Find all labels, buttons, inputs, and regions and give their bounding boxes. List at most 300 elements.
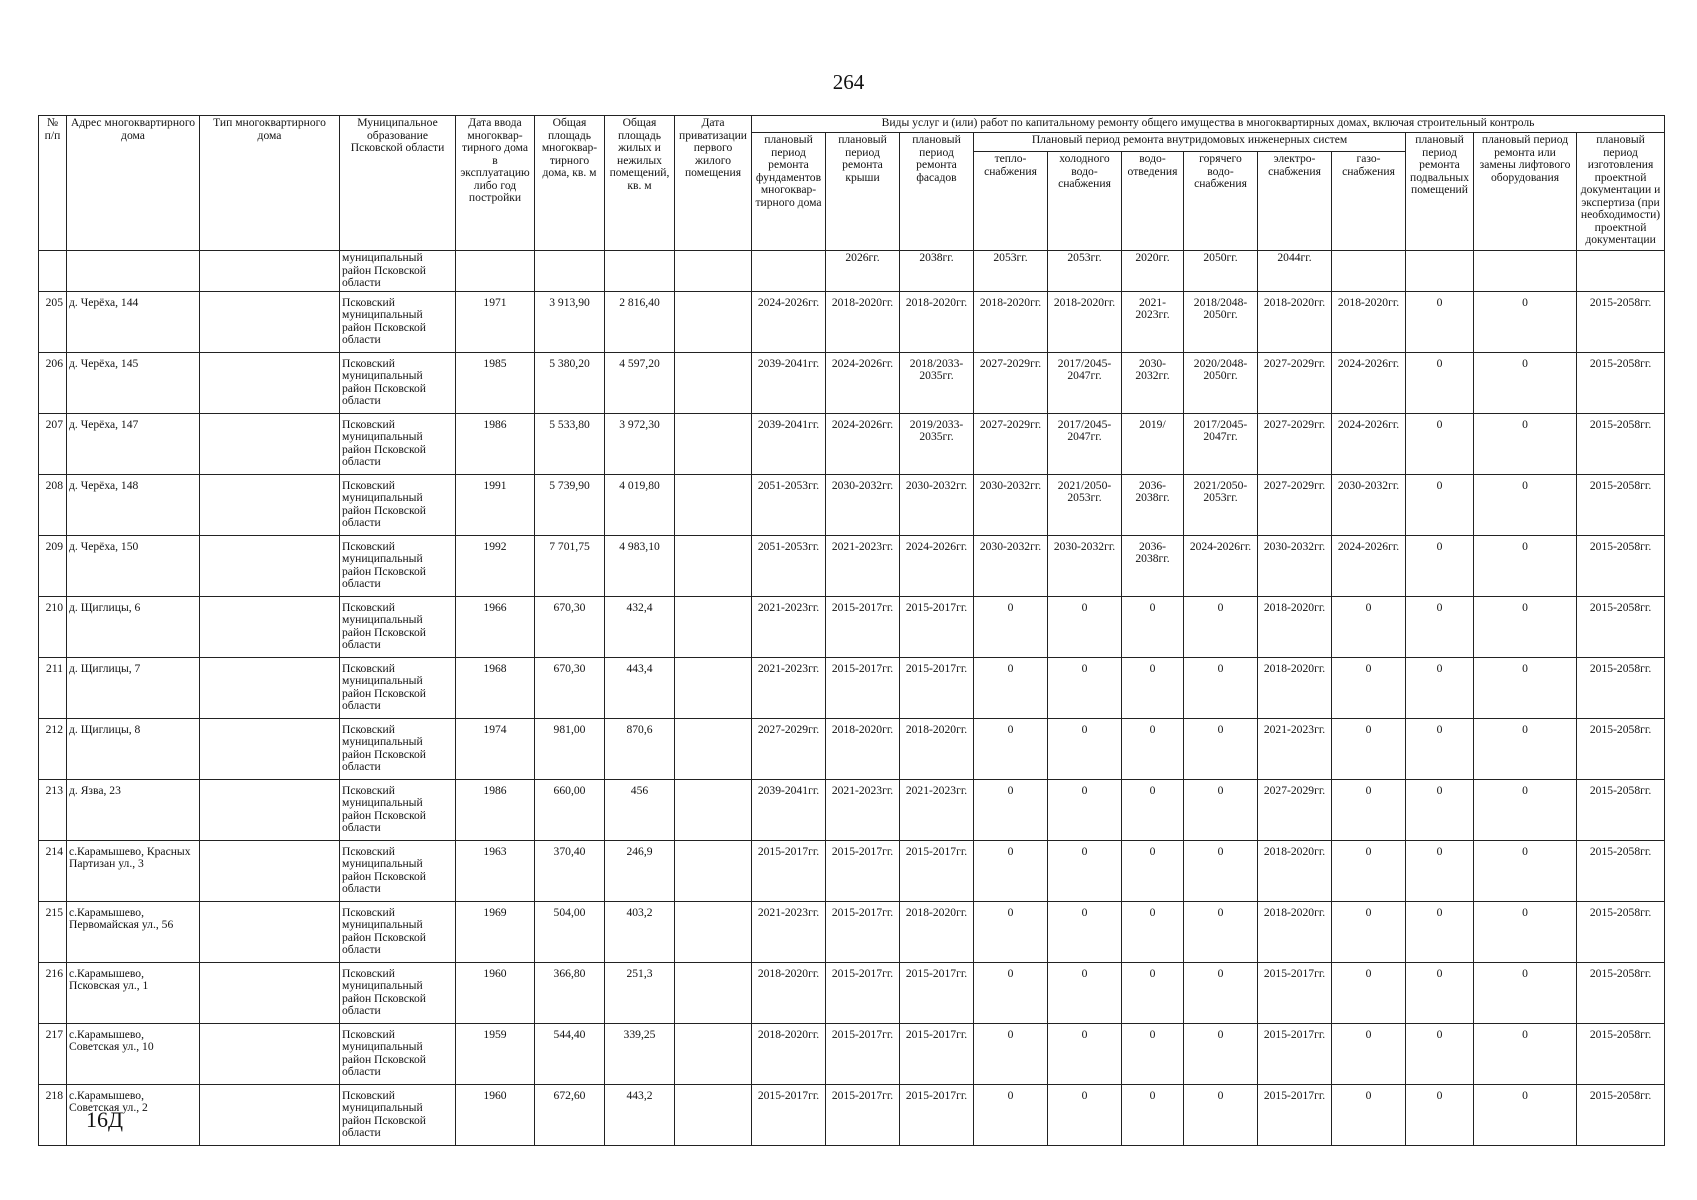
cell-cold-water: 2018-2020гг. xyxy=(1048,291,1122,352)
cell-sewerage: 2036-2038гг. xyxy=(1122,474,1184,535)
cell-heat: 0 xyxy=(974,901,1048,962)
cell-roof: 2015-2017гг. xyxy=(826,962,900,1023)
cell-living-area: 246,9 xyxy=(605,840,675,901)
cell-foundation: 2039-2041гг. xyxy=(752,779,826,840)
cell-elevator: 0 xyxy=(1474,596,1577,657)
cell-hot-water: 0 xyxy=(1184,901,1258,962)
cell-num: 209 xyxy=(39,535,67,596)
cell-living-area: 456 xyxy=(605,779,675,840)
cell-cold-water: 0 xyxy=(1048,962,1122,1023)
cell-elevator: 0 xyxy=(1474,352,1577,413)
cell-cold-water: 2030-2032гг. xyxy=(1048,535,1122,596)
cell-gas: 0 xyxy=(1332,1084,1406,1145)
cell-heat: 0 xyxy=(974,1084,1048,1145)
cell-basement: 0 xyxy=(1406,1084,1474,1145)
cell-heat: 2027-2029гг. xyxy=(974,413,1048,474)
cell-foundation: 2015-2017гг. xyxy=(752,1084,826,1145)
cell-num: 211 xyxy=(39,657,67,718)
cell-basement: 0 xyxy=(1406,657,1474,718)
cell-address: с.Карамышево, Первомайская ул., 56 xyxy=(67,901,200,962)
cell-heat: 2030-2032гг. xyxy=(974,535,1048,596)
cell-municipality: Псковский муниципальный район Псковской области xyxy=(340,535,456,596)
cell-elevator: 0 xyxy=(1474,718,1577,779)
cell-basement: 0 xyxy=(1406,962,1474,1023)
cell-cold-water: 2021/2050-2053гг. xyxy=(1048,474,1122,535)
cell-elevator: 0 xyxy=(1474,474,1577,535)
cell-gas: 0 xyxy=(1332,657,1406,718)
cell-type xyxy=(200,251,340,292)
cell-type xyxy=(200,1023,340,1084)
cell-basement: 0 xyxy=(1406,718,1474,779)
cell-year: 1974 xyxy=(456,718,535,779)
table-row xyxy=(39,535,1665,596)
cell-electricity: 2015-2017гг. xyxy=(1258,1023,1332,1084)
cell-heat: 0 xyxy=(974,1023,1048,1084)
cell-municipality: Псковский муниципальный район Псковской области xyxy=(340,352,456,413)
cell-hot-water: 0 xyxy=(1184,1023,1258,1084)
cell-total-area: 7 701,75 xyxy=(535,535,605,596)
cell-cold-water: 2053гг. xyxy=(1048,251,1122,292)
cell-municipality: Псковский муниципальный район Псковской области xyxy=(340,779,456,840)
cell-sewerage: 2020гг. xyxy=(1122,251,1184,292)
cell-facade: 2015-2017гг. xyxy=(900,1023,974,1084)
cell-facade: 2018-2020гг. xyxy=(900,291,974,352)
cell-living-area: 3 972,30 xyxy=(605,413,675,474)
cell-year: 1971 xyxy=(456,291,535,352)
cell-type xyxy=(200,1084,340,1145)
footer-code: 16Д xyxy=(86,1107,124,1132)
cell-municipality: Псковский муниципальный район Псковской области xyxy=(340,474,456,535)
cell-elevator: 0 xyxy=(1474,840,1577,901)
cell-type xyxy=(200,596,340,657)
cell-address: д. Черёха, 148 xyxy=(67,474,200,535)
cell-address: д. Черёха, 147 xyxy=(67,413,200,474)
cell-total-area xyxy=(535,251,605,292)
cell-gas: 0 xyxy=(1332,1023,1406,1084)
cell-design xyxy=(1577,251,1665,292)
cell-foundation: 2018-2020гг. xyxy=(752,1023,826,1084)
cell-living-area: 443,2 xyxy=(605,1084,675,1145)
cell-living-area: 4 019,80 xyxy=(605,474,675,535)
cell-sewerage: 0 xyxy=(1122,657,1184,718)
cell-facade: 2015-2017гг. xyxy=(900,1084,974,1145)
cell-year: 1986 xyxy=(456,413,535,474)
cell-roof: 2030-2032гг. xyxy=(826,474,900,535)
cell-facade: 2015-2017гг. xyxy=(900,657,974,718)
cell-design: 2015-2058гг. xyxy=(1577,657,1665,718)
cell-privatization xyxy=(675,840,752,901)
cell-num xyxy=(39,251,67,292)
cell-heat: 0 xyxy=(974,596,1048,657)
cell-foundation: 2051-2053гг. xyxy=(752,535,826,596)
cell-address: с.Карамышево, Красных Партизан ул., 3 xyxy=(67,840,200,901)
header-municipality: Муниципальное образование Псковской области xyxy=(340,116,456,251)
continuation-row xyxy=(39,251,1665,292)
cell-cold-water: 0 xyxy=(1048,1084,1122,1145)
table-row xyxy=(39,1084,1665,1145)
table-row xyxy=(39,413,1665,474)
cell-facade: 2015-2017гг. xyxy=(900,840,974,901)
cell-design: 2015-2058гг. xyxy=(1577,291,1665,352)
cell-privatization xyxy=(675,1084,752,1145)
cell-gas: 2024-2026гг. xyxy=(1332,352,1406,413)
cell-municipality: Псковский муниципальный район Псковской области xyxy=(340,1084,456,1145)
header-works-group: Виды услуг и (или) работ по капитальному ремонту общего имущества в многоквартирных домах, включая строительный контроль xyxy=(752,116,1665,133)
cell-sewerage: 2019/ xyxy=(1122,413,1184,474)
cell-address: с.Карамышево, Советская ул., 10 xyxy=(67,1023,200,1084)
header-design: плановый период изготовления проектной документации и экспертиза (при необходимости) проектной документации xyxy=(1577,133,1665,251)
cell-basement: 0 xyxy=(1406,1023,1474,1084)
cell-year: 1959 xyxy=(456,1023,535,1084)
cell-type xyxy=(200,352,340,413)
cell-privatization xyxy=(675,901,752,962)
cell-municipality: Псковский муниципальный район Псковской области xyxy=(340,596,456,657)
cell-address xyxy=(67,251,200,292)
cell-num: 216 xyxy=(39,962,67,1023)
cell-facade: 2030-2032гг. xyxy=(900,474,974,535)
cell-privatization xyxy=(675,962,752,1023)
cell-foundation: 2021-2023гг. xyxy=(752,596,826,657)
cell-foundation xyxy=(752,251,826,292)
cell-type xyxy=(200,474,340,535)
cell-type xyxy=(200,779,340,840)
cell-type xyxy=(200,291,340,352)
cell-living-area: 4 597,20 xyxy=(605,352,675,413)
cell-total-area: 660,00 xyxy=(535,779,605,840)
cell-roof: 2015-2017гг. xyxy=(826,1084,900,1145)
cell-heat: 0 xyxy=(974,718,1048,779)
cell-living-area: 339,25 xyxy=(605,1023,675,1084)
cell-gas: 2024-2026гг. xyxy=(1332,413,1406,474)
cell-privatization xyxy=(675,474,752,535)
header-electricity: электро-снабжения xyxy=(1258,152,1332,251)
cell-foundation: 2051-2053гг. xyxy=(752,474,826,535)
cell-address: д. Щиглицы, 8 xyxy=(67,718,200,779)
cell-gas: 2018-2020гг. xyxy=(1332,291,1406,352)
cell-elevator: 0 xyxy=(1474,1023,1577,1084)
header-cold-water: холодного водо-снабжения xyxy=(1048,152,1122,251)
cell-total-area: 544,40 xyxy=(535,1023,605,1084)
cell-total-area: 5 533,80 xyxy=(535,413,605,474)
table-row xyxy=(39,840,1665,901)
cell-gas xyxy=(1332,251,1406,292)
cell-basement: 0 xyxy=(1406,901,1474,962)
cell-roof: 2018-2020гг. xyxy=(826,718,900,779)
cell-elevator: 0 xyxy=(1474,535,1577,596)
cell-electricity: 2027-2029гг. xyxy=(1258,352,1332,413)
cell-municipality: муниципальный район Псковской области xyxy=(340,251,456,292)
cell-design: 2015-2058гг. xyxy=(1577,596,1665,657)
cell-foundation: 2021-2023гг. xyxy=(752,901,826,962)
cell-year: 1985 xyxy=(456,352,535,413)
cell-basement: 0 xyxy=(1406,352,1474,413)
cell-design: 2015-2058гг. xyxy=(1577,718,1665,779)
cell-electricity: 2015-2017гг. xyxy=(1258,1084,1332,1145)
cell-hot-water: 0 xyxy=(1184,657,1258,718)
cell-heat: 2027-2029гг. xyxy=(974,352,1048,413)
cell-gas: 0 xyxy=(1332,840,1406,901)
cell-num: 205 xyxy=(39,291,67,352)
header-basement: плановый период ремонта подвальных помещений xyxy=(1406,133,1474,251)
cell-sewerage: 0 xyxy=(1122,840,1184,901)
cell-roof: 2026гг. xyxy=(826,251,900,292)
cell-elevator: 0 xyxy=(1474,291,1577,352)
cell-hot-water: 0 xyxy=(1184,962,1258,1023)
cell-type xyxy=(200,657,340,718)
cell-hot-water: 2020/2048-2050гг. xyxy=(1184,352,1258,413)
cell-year: 1960 xyxy=(456,1084,535,1145)
cell-privatization xyxy=(675,779,752,840)
cell-electricity: 2018-2020гг. xyxy=(1258,596,1332,657)
cell-sewerage: 0 xyxy=(1122,1023,1184,1084)
cell-num: 215 xyxy=(39,901,67,962)
cell-total-area: 672,60 xyxy=(535,1084,605,1145)
cell-facade: 2015-2017гг. xyxy=(900,596,974,657)
cell-design: 2015-2058гг. xyxy=(1577,901,1665,962)
cell-heat: 2053гг. xyxy=(974,251,1048,292)
cell-heat: 0 xyxy=(974,962,1048,1023)
table-row xyxy=(39,718,1665,779)
cell-basement: 0 xyxy=(1406,535,1474,596)
cell-hot-water: 2024-2026гг. xyxy=(1184,535,1258,596)
header-commission: Дата ввода многоквар-тирного дома в эксплуатацию либо год постройки xyxy=(456,116,535,251)
cell-sewerage: 0 xyxy=(1122,901,1184,962)
cell-total-area: 5 380,20 xyxy=(535,352,605,413)
cell-elevator: 0 xyxy=(1474,657,1577,718)
cell-hot-water: 0 xyxy=(1184,840,1258,901)
cell-heat: 0 xyxy=(974,657,1048,718)
cell-cold-water: 0 xyxy=(1048,1023,1122,1084)
cell-address: д. Черёха, 144 xyxy=(67,291,200,352)
cell-privatization xyxy=(675,291,752,352)
cell-foundation: 2039-2041гг. xyxy=(752,413,826,474)
cell-sewerage: 0 xyxy=(1122,962,1184,1023)
cell-foundation: 2024-2026гг. xyxy=(752,291,826,352)
cell-year: 1966 xyxy=(456,596,535,657)
cell-foundation: 2015-2017гг. xyxy=(752,840,826,901)
header-living-area: Общая площадь жилых и нежилых помещений, кв. м xyxy=(605,116,675,251)
table-row xyxy=(39,352,1665,413)
table-row xyxy=(39,291,1665,352)
cell-num: 218 xyxy=(39,1084,67,1145)
cell-electricity: 2015-2017гг. xyxy=(1258,962,1332,1023)
cell-roof: 2015-2017гг. xyxy=(826,1023,900,1084)
cell-municipality: Псковский муниципальный район Псковской области xyxy=(340,413,456,474)
cell-elevator: 0 xyxy=(1474,962,1577,1023)
header-elevator: плановый период ремонта или замены лифтового оборудования xyxy=(1474,133,1577,251)
cell-hot-water: 0 xyxy=(1184,718,1258,779)
cell-heat: 2018-2020гг. xyxy=(974,291,1048,352)
cell-electricity: 2018-2020гг. xyxy=(1258,657,1332,718)
cell-hot-water: 2050гг. xyxy=(1184,251,1258,292)
cell-gas: 0 xyxy=(1332,596,1406,657)
cell-roof: 2021-2023гг. xyxy=(826,535,900,596)
cell-year: 1969 xyxy=(456,901,535,962)
cell-gas: 0 xyxy=(1332,718,1406,779)
cell-address: д. Щиглицы, 7 xyxy=(67,657,200,718)
cell-design: 2015-2058гг. xyxy=(1577,474,1665,535)
cell-total-area: 670,30 xyxy=(535,657,605,718)
cell-year: 1963 xyxy=(456,840,535,901)
table-row xyxy=(39,474,1665,535)
cell-foundation: 2021-2023гг. xyxy=(752,657,826,718)
cell-design: 2015-2058гг. xyxy=(1577,352,1665,413)
cell-basement: 0 xyxy=(1406,413,1474,474)
cell-sewerage: 0 xyxy=(1122,596,1184,657)
cell-type xyxy=(200,535,340,596)
cell-num: 217 xyxy=(39,1023,67,1084)
cell-roof: 2024-2026гг. xyxy=(826,413,900,474)
cell-total-area: 366,80 xyxy=(535,962,605,1023)
cell-living-area: 432,4 xyxy=(605,596,675,657)
cell-electricity: 2030-2032гг. xyxy=(1258,535,1332,596)
cell-living-area: 2 816,40 xyxy=(605,291,675,352)
cell-roof: 2024-2026гг. xyxy=(826,352,900,413)
cell-address: с.Карамышево, Советская ул., 2 xyxy=(67,1084,200,1145)
cell-sewerage: 0 xyxy=(1122,718,1184,779)
cell-privatization xyxy=(675,352,752,413)
cell-roof: 2018-2020гг. xyxy=(826,291,900,352)
cell-hot-water: 0 xyxy=(1184,1084,1258,1145)
cell-basement: 0 xyxy=(1406,474,1474,535)
cell-municipality: Псковский муниципальный район Псковской области xyxy=(340,1023,456,1084)
cell-living-area: 403,2 xyxy=(605,901,675,962)
cell-cold-water: 0 xyxy=(1048,657,1122,718)
table-row xyxy=(39,596,1665,657)
cell-heat: 2030-2032гг. xyxy=(974,474,1048,535)
cell-num: 208 xyxy=(39,474,67,535)
cell-type xyxy=(200,901,340,962)
cell-address: с.Карамышево, Псковская ул., 1 xyxy=(67,962,200,1023)
cell-design: 2015-2058гг. xyxy=(1577,413,1665,474)
cell-num: 207 xyxy=(39,413,67,474)
cell-foundation: 2018-2020гг. xyxy=(752,962,826,1023)
page-number: 264 xyxy=(832,70,865,94)
cell-year: 1991 xyxy=(456,474,535,535)
repair-schedule-table xyxy=(38,115,1665,1146)
cell-hot-water: 0 xyxy=(1184,596,1258,657)
cell-elevator: 0 xyxy=(1474,413,1577,474)
cell-num: 212 xyxy=(39,718,67,779)
cell-electricity: 2027-2029гг. xyxy=(1258,413,1332,474)
cell-cold-water: 2017/2045-2047гг. xyxy=(1048,413,1122,474)
header-sewerage: водо-отведения xyxy=(1122,152,1184,251)
cell-cold-water: 2017/2045-2047гг. xyxy=(1048,352,1122,413)
cell-cold-water: 0 xyxy=(1048,779,1122,840)
cell-total-area: 370,40 xyxy=(535,840,605,901)
cell-privatization xyxy=(675,251,752,292)
cell-facade: 2018-2020гг. xyxy=(900,718,974,779)
cell-total-area: 670,30 xyxy=(535,596,605,657)
cell-num: 210 xyxy=(39,596,67,657)
cell-electricity: 2044гг. xyxy=(1258,251,1332,292)
cell-elevator: 0 xyxy=(1474,779,1577,840)
cell-privatization xyxy=(675,596,752,657)
table-row xyxy=(39,657,1665,718)
cell-municipality: Псковский муниципальный район Псковской области xyxy=(340,718,456,779)
cell-cold-water: 0 xyxy=(1048,596,1122,657)
cell-hot-water: 2017/2045-2047гг. xyxy=(1184,413,1258,474)
cell-year: 1960 xyxy=(456,962,535,1023)
cell-design: 2015-2058гг. xyxy=(1577,962,1665,1023)
cell-facade: 2024-2026гг. xyxy=(900,535,974,596)
cell-hot-water: 0 xyxy=(1184,779,1258,840)
cell-living-area xyxy=(605,251,675,292)
cell-privatization xyxy=(675,657,752,718)
cell-municipality: Псковский муниципальный район Псковской области xyxy=(340,962,456,1023)
cell-year: 1992 xyxy=(456,535,535,596)
cell-basement: 0 xyxy=(1406,840,1474,901)
cell-heat: 0 xyxy=(974,779,1048,840)
cell-type xyxy=(200,718,340,779)
cell-address: д. Язва, 23 xyxy=(67,779,200,840)
cell-facade: 2015-2017гг. xyxy=(900,962,974,1023)
cell-municipality: Псковский муниципальный район Псковской области xyxy=(340,840,456,901)
cell-elevator xyxy=(1474,251,1577,292)
cell-living-area: 4 983,10 xyxy=(605,535,675,596)
cell-type xyxy=(200,413,340,474)
cell-num: 213 xyxy=(39,779,67,840)
table-row xyxy=(39,901,1665,962)
cell-electricity: 2018-2020гг. xyxy=(1258,840,1332,901)
cell-total-area: 3 913,90 xyxy=(535,291,605,352)
header-hot-water: горячего водо-снабжения xyxy=(1184,152,1258,251)
table-row xyxy=(39,779,1665,840)
header-num: № п/п xyxy=(39,116,67,251)
cell-living-area: 443,4 xyxy=(605,657,675,718)
cell-design: 2015-2058гг. xyxy=(1577,1084,1665,1145)
header-heat: тепло-снабжения xyxy=(974,152,1048,251)
cell-elevator: 0 xyxy=(1474,901,1577,962)
cell-year: 1968 xyxy=(456,657,535,718)
cell-design: 2015-2058гг. xyxy=(1577,840,1665,901)
header-total-area: Общая площадь многоквар-тирного дома, кв. м xyxy=(535,116,605,251)
cell-facade: 2038гг. xyxy=(900,251,974,292)
cell-sewerage: 2030-2032гг. xyxy=(1122,352,1184,413)
header-facade: плановый период ремонта фасадов xyxy=(900,133,974,251)
cell-electricity: 2018-2020гг. xyxy=(1258,901,1332,962)
cell-gas: 0 xyxy=(1332,962,1406,1023)
cell-gas: 0 xyxy=(1332,901,1406,962)
cell-sewerage: 2021-2023гг. xyxy=(1122,291,1184,352)
cell-total-area: 981,00 xyxy=(535,718,605,779)
cell-electricity: 2027-2029гг. xyxy=(1258,474,1332,535)
header-roof: плановый период ремонта крыши xyxy=(826,133,900,251)
cell-sewerage: 2036-2038гг. xyxy=(1122,535,1184,596)
cell-gas: 2024-2026гг. xyxy=(1332,535,1406,596)
cell-total-area: 504,00 xyxy=(535,901,605,962)
cell-roof: 2015-2017гг. xyxy=(826,596,900,657)
cell-type xyxy=(200,962,340,1023)
cell-year: 1986 xyxy=(456,779,535,840)
cell-type xyxy=(200,840,340,901)
cell-privatization xyxy=(675,718,752,779)
header-engineering-group: Плановый период ремонта внутридомовых инженерных систем xyxy=(974,133,1406,152)
cell-gas: 2030-2032гг. xyxy=(1332,474,1406,535)
cell-privatization xyxy=(675,535,752,596)
cell-basement xyxy=(1406,251,1474,292)
cell-num: 214 xyxy=(39,840,67,901)
cell-privatization xyxy=(675,1023,752,1084)
cell-gas: 0 xyxy=(1332,779,1406,840)
table-row xyxy=(39,962,1665,1023)
cell-roof: 2015-2017гг. xyxy=(826,657,900,718)
header-address: Адрес многоквартирного дома xyxy=(67,116,200,251)
cell-elevator: 0 xyxy=(1474,1084,1577,1145)
cell-municipality: Псковский муниципальный район Псковской области xyxy=(340,657,456,718)
cell-privatization xyxy=(675,413,752,474)
cell-facade: 2018-2020гг. xyxy=(900,901,974,962)
